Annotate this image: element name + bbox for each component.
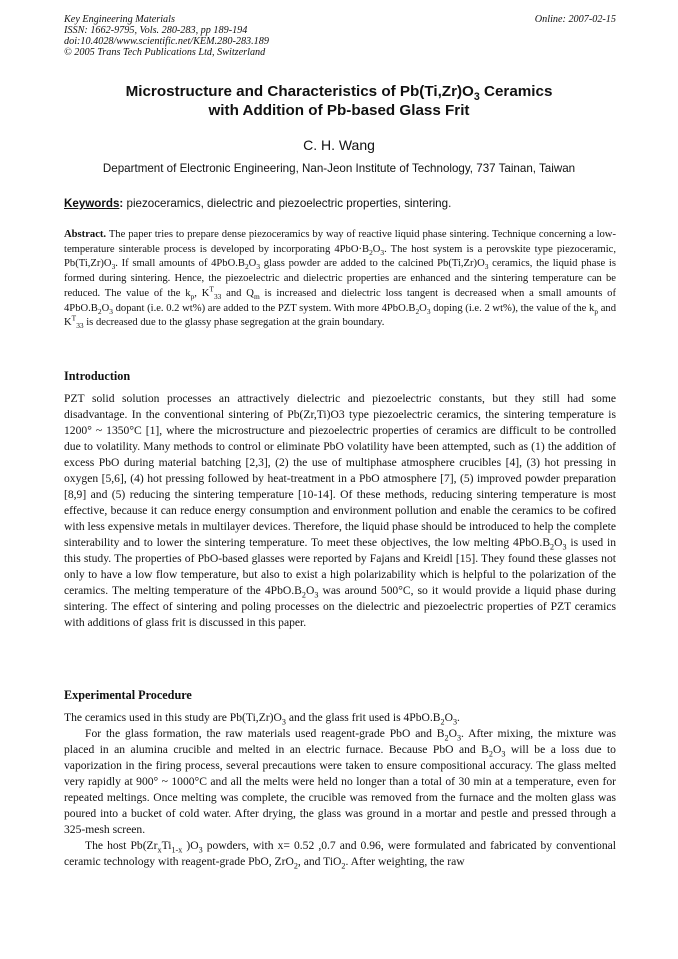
keywords-label: Keywords bbox=[64, 197, 120, 210]
abstract-text: is increased and dielectric loss tangent is decreased when a small amounts of 4PbO.B bbox=[64, 287, 616, 314]
superscript: T bbox=[71, 313, 77, 323]
intro-text: O bbox=[305, 584, 315, 597]
experimental-section bbox=[64, 710, 616, 870]
subscript: 3 bbox=[111, 262, 116, 272]
abstract-text: glass powder are added to the calcined Pb(Ti,Zr)O bbox=[260, 258, 485, 270]
subscript: m bbox=[253, 291, 260, 301]
exp-text: O bbox=[444, 711, 453, 724]
subscript: 3 bbox=[198, 845, 203, 855]
exp-text: For the glass formation, the raw materials used reagent-grade PbO and B bbox=[85, 727, 445, 740]
abstract-text: and Q bbox=[221, 287, 254, 299]
subscript: 2 bbox=[415, 306, 420, 316]
doi-line: doi:10.4028/www.scientific.net/KEM.280-283.189 bbox=[64, 36, 269, 47]
subscript: 3 bbox=[380, 247, 385, 257]
subscript: 1-x bbox=[171, 845, 183, 855]
exp-text: powders, with x= 0.52 ,0.7 and 0.96, were formulated and fabricated by conventional ceramic technology with reagent-grade PbO, ZrO bbox=[64, 839, 616, 868]
abstract-paragraph bbox=[64, 228, 616, 331]
exp-text: . After mixing, the mixture was placed in an alumina crucible and melted in an electric furnace. Because PbO and B bbox=[64, 727, 617, 756]
subscript: 3 bbox=[501, 749, 506, 759]
subscript: 2 bbox=[369, 247, 373, 257]
exp-text: O bbox=[448, 727, 457, 740]
abstract-text: and K bbox=[64, 302, 616, 329]
copyright-line: © 2005 Trans Tech Publications Ltd, Switzerland bbox=[64, 47, 266, 58]
intro-text: O bbox=[554, 536, 563, 549]
subscript: 3 bbox=[109, 306, 113, 316]
keywords-colon: : bbox=[119, 197, 124, 210]
title-sub: 3 bbox=[473, 91, 480, 104]
experimental-paragraph bbox=[64, 838, 616, 870]
exp-text: . bbox=[457, 711, 460, 724]
author-name: C. H. Wang bbox=[303, 137, 375, 153]
superscript: T bbox=[209, 284, 214, 294]
subscript: 3 bbox=[562, 542, 567, 552]
subscript: 3 bbox=[452, 717, 458, 727]
subscript: 2 bbox=[97, 306, 102, 316]
subscript: p bbox=[594, 306, 599, 316]
exp-text: , and TiO bbox=[297, 855, 342, 868]
intro-text: is used in this study. The properties of PbO-based glasses were reported by Fajans and Kreidl [15]. They found these glasses not only to have a low flow temperature, but also to exist a high polarizability which is helpful to the polarization of the ceramics. The melting temperature of the 4PbO.B bbox=[64, 536, 616, 597]
experimental-paragraph bbox=[64, 726, 616, 838]
exp-text: Ti bbox=[161, 839, 172, 852]
author-affiliation: Department of Electronic Engineering, Nan-Jeon Institute of Technology, 737 Tainan, Taiwan bbox=[102, 162, 576, 175]
intro-text: PZT solid solution processes an attractively dielectric and piezoelectric constants, but they still had some disadvantage. In the conventional sintering of Pb(Zr,Ti)O3 type piezoelectric ceramics, the sintering temperature is 1200° ~ 1350°C [1], where the microstructure and piezoelectric properties of ceramics are difficult to be controlled due to volatility. Many methods to control or eliminate PbO volatility have been attempted, such as (1) the addition of excess PbO during material batching [2,3], (2) the use of multiphase atmosphere crucibles [4], (3) hot pressing in oxygen [5,6], (4) hot pressing followed by heat-treatment in a PbO atmosphere [7], (5) improved powder preparation [8,9] and (5) reducing the sintering temperature [10-14]. Of these methods, reducing sintering temperature is most effective, because it can reduce energy consumption and environment pollution and enable the ceramics to be cofired with less expensive metals in multilayer devices. Therefore, the liquid phase should be introduced to help the complete sinterability and to lower the sintering temperature. To meet these objectives, the low melting 4PbO.B bbox=[64, 392, 616, 549]
abstract-text: . The host system is a perovskite type piezoceramic, Pb(Ti,Zr)O bbox=[64, 243, 616, 270]
exp-text: and the glass frit used is 4PbO.B bbox=[285, 711, 441, 724]
abstract-text: O bbox=[248, 258, 257, 270]
exp-text: . After weighting, the raw bbox=[345, 855, 465, 868]
abstract-text: ceramics, the liquid phase is formed during sintering. Hence, the piezoelectric and dielectric properties are enhanced and the sintering temperature can be reduced. The value of the k bbox=[64, 258, 616, 299]
subscript: 2 bbox=[488, 749, 493, 759]
abstract-text: O bbox=[372, 243, 381, 255]
subscript: x bbox=[157, 845, 162, 855]
subscript: 3 bbox=[426, 306, 431, 316]
abstract-text: . If small amounts of 4PbO.B bbox=[115, 258, 245, 270]
intro-text: was around 500°C, so it would provide a liquid phase during sintering. The effect of sintering and poling processes on the dielectric and piezoelectric properties of PZT ceramics with additions of glass frit is discussed in this paper. bbox=[64, 584, 616, 629]
experimental-paragraph bbox=[64, 710, 616, 726]
subscript: 3 bbox=[281, 717, 286, 727]
exp-text: The ceramics used in this study are Pb(Ti,Zr)O bbox=[64, 711, 282, 724]
subscript: 2 bbox=[444, 733, 449, 743]
journal-header bbox=[64, 14, 616, 58]
subscript: 3 bbox=[456, 733, 462, 743]
subscript: 2 bbox=[293, 861, 298, 871]
subscript: 33 bbox=[76, 321, 84, 331]
abstract-text: O bbox=[419, 302, 427, 314]
subscript: 2 bbox=[440, 717, 445, 727]
subscript: 3 bbox=[484, 262, 489, 272]
abstract-text: doping (i.e. 2 wt%), the value of the k bbox=[430, 302, 595, 314]
subscript: 3 bbox=[314, 590, 319, 600]
abstract-text: dopant (i.e. 0.2 wt%) are added to the PZT system. With more 4PbO.B bbox=[112, 302, 416, 314]
subscript: 2 bbox=[341, 861, 346, 871]
section-heading-experimental: Experimental Procedure bbox=[64, 688, 192, 702]
online-date: Online: 2007-02-15 bbox=[534, 14, 616, 25]
subscript: p bbox=[190, 291, 195, 301]
abstract-text: is decreased due to the glassy phase segregation at the grain boundary. bbox=[83, 317, 385, 329]
subscript: 33 bbox=[213, 291, 222, 301]
subscript: 2 bbox=[244, 262, 249, 272]
issn-line: ISSN: 1662-9795, Vols. 280-283, pp 189-194 bbox=[64, 25, 248, 36]
abstract-text: The paper tries to prepare dense piezoceramics by way of reactive liquid phase sintering. Technique concerning a low-temperature sinterable process is developed by incorporating 4PbO·B bbox=[64, 229, 616, 255]
journal-name: Key Engineering Materials bbox=[64, 14, 175, 25]
title-line1-b: Ceramics bbox=[479, 83, 553, 100]
keywords-line bbox=[64, 196, 616, 211]
section-heading-introduction: Introduction bbox=[64, 369, 131, 383]
abstract-text: , K bbox=[194, 287, 210, 299]
exp-text: The host Pb(Zr bbox=[85, 839, 158, 852]
exp-text: O bbox=[492, 743, 502, 756]
subscript: 3 bbox=[256, 262, 261, 272]
exp-text: will be a loss due to vaporization in the firing process, several precautions were taken to ensure compositional accuracy. The glass melted very rapidly at 900° ~ 1000°C and all the melts were held no longer than a total of 30 min at a temperature, even for repeated meltings. Once melting was complete, the crucible was removed from the furnace and the molten glass was poured into a bucket of cold water. After drying, the glass was ground in a mortar and pestle and pressed through a 325-mesh screen. bbox=[64, 743, 616, 836]
keywords-text: piezoceramics, dielectric and piezoelectric properties, sintering. bbox=[123, 197, 452, 210]
subscript: 2 bbox=[301, 590, 306, 600]
abstract-text: O bbox=[101, 302, 110, 314]
introduction-paragraph bbox=[64, 391, 616, 631]
abstract-label: Abstract. bbox=[64, 229, 107, 240]
title-line2: with Addition of Pb-based Glass Frit bbox=[208, 102, 470, 119]
exp-text: )O bbox=[182, 839, 199, 852]
paper-title bbox=[40, 82, 638, 120]
subscript: 2 bbox=[550, 542, 555, 552]
title-line1-a: Microstructure and Characteristics of Pb(Ti,Zr)O bbox=[125, 83, 474, 100]
